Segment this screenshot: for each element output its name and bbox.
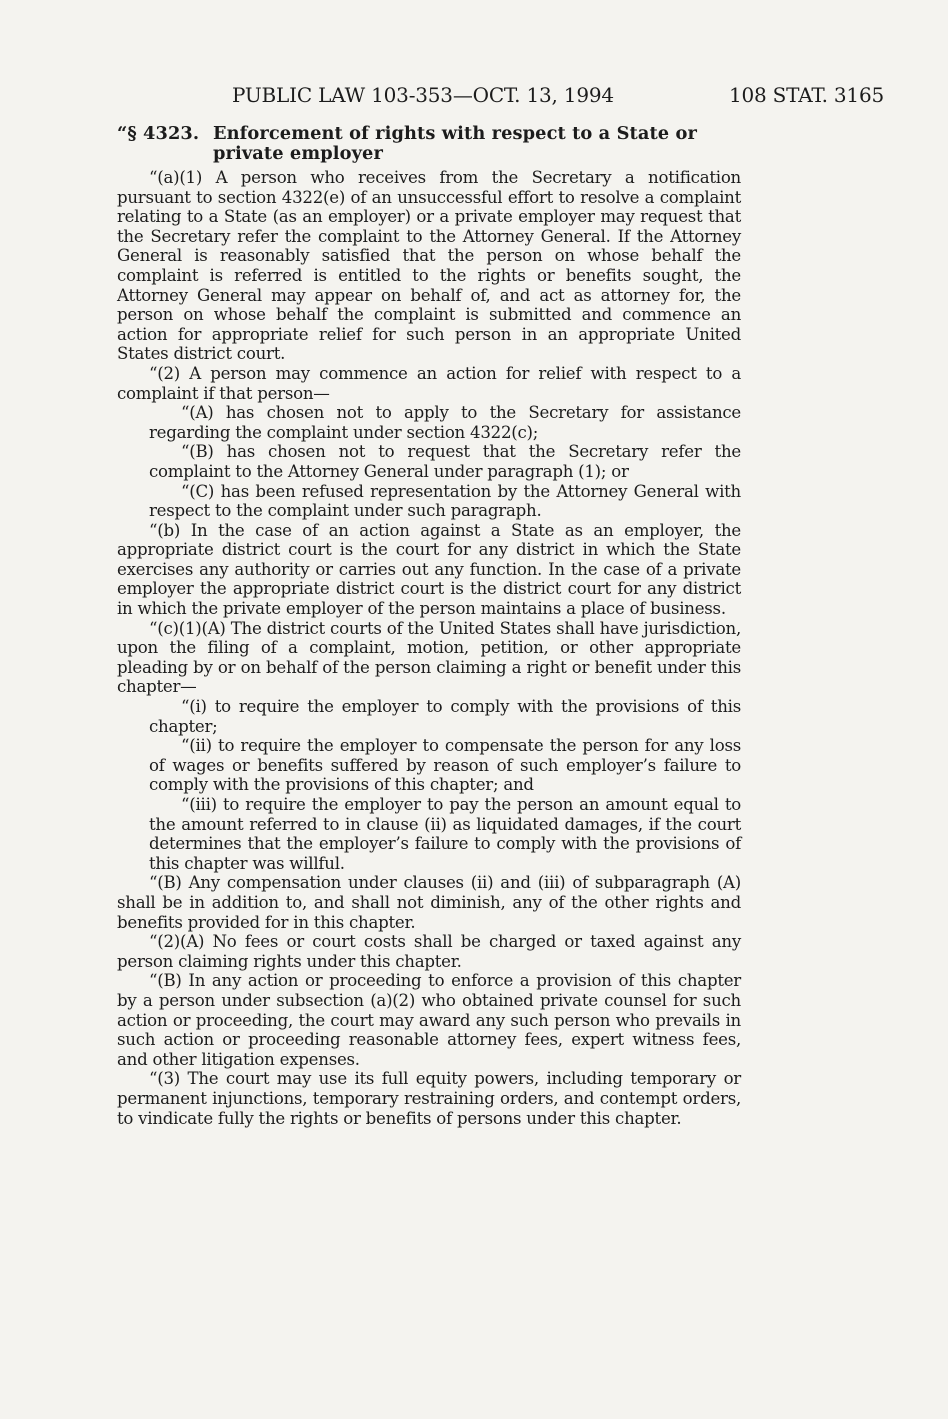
clause-i: “(i) to require the employer to comply with the provisions of this chapter;: [149, 697, 741, 736]
running-header: [232, 80, 884, 110]
statute-page-number: 108 STAT. 3165: [728, 83, 884, 107]
paragraph-b: “(b) In the case of an action against a State as an employer, the appropriate district court is the court for any district in which the State exercises any authority or carries out any function. In the case of a private employer the appropriate district court is the district court for any district in which the private employer of the person maintains a place of business.: [117, 520, 741, 619]
clause-ii: “(ii) to require the employer to compensate the person for any loss of wages or benefits suffered by reason of such employer’s failure to comply with the provisions of this chapter; and: [149, 736, 741, 795]
paragraph-c1B: “(B) Any compensation under clauses (ii) and (iii) of subparagraph (A) shall be in addition to, and shall not diminish, any of the other rights and benefits provided for in this chapter.: [117, 873, 741, 932]
paragraph-c1A: “(c)(1)(A) The district courts of the United States shall have jurisdiction, upon the filing of a complaint, motion, petition, or other appropriate pleading by or on behalf of the person claiming a right or benefit under this chapter—: [117, 618, 741, 697]
paragraph-c2A: “(2)(A) No fees or court costs shall be charged or taxed against any person claiming rights under this chapter.: [117, 932, 741, 971]
document-body: [117, 124, 741, 1128]
section-title: Enforcement of rights with respect to a State or private employer: [213, 123, 697, 164]
section-number: “§ 4323.: [117, 123, 200, 144]
subparagraph-a2-B: “(B) has chosen not to request that the Secretary refer the complaint to the Attorney General under paragraph (1); or: [149, 442, 741, 481]
paragraph-c2B: “(B) In any action or proceeding to enforce a provision of this chapter by a person under subsection (a)(2) who obtained private counsel for such action or proceeding, the court may award any such person who prevails in such action or proceeding reasonable attorney fees, expert witness fees, and other litigation expenses.: [117, 971, 741, 1069]
paragraph-c3: “(3) The court may use its full equity powers, including temporary or permanent injunctions, temporary restraining orders, and contempt orders, to vindicate fully the rights or benefits of persons under this chapter.: [117, 1069, 741, 1128]
clause-iii: “(iii) to require the employer to pay the person an amount equal to the amount referred to in clause (ii) as liquidated damages, if the court determines that the employer’s failure to comply with the provisions of this chapter was willful.: [149, 795, 741, 873]
subparagraph-a2-A: “(A) has chosen not to apply to the Secretary for assistance regarding the complaint under section 4322(c);: [149, 403, 741, 442]
paragraph-a1: “(a)(1) A person who receives from the Secretary a notification pursuant to section 4322(e) of an unsuccessful effort to resolve a complaint relating to a State (as an employer) or a private employer may request that the Secretary refer the complaint to the Attorney General. If the Attorney General is reasonably satisfied that the person on whose behalf the complaint is referred is entitled to the rights or benefits sought, the Attorney General may appear on behalf of, and act as attorney for, the person on whose behalf the complaint is submitted and commence an action for appropriate relief for such person in an appropriate United States district court.: [117, 168, 741, 364]
subparagraph-a2-C: “(C) has been refused representation by the Attorney General with respect to the complaint under such paragraph.: [149, 481, 741, 521]
public-law-citation: PUBLIC LAW 103-353—OCT. 13, 1994: [232, 83, 614, 107]
section-heading: [117, 124, 741, 164]
paragraph-a2: “(2) A person may commence an action for relief with respect to a complaint if that person—: [117, 363, 741, 403]
